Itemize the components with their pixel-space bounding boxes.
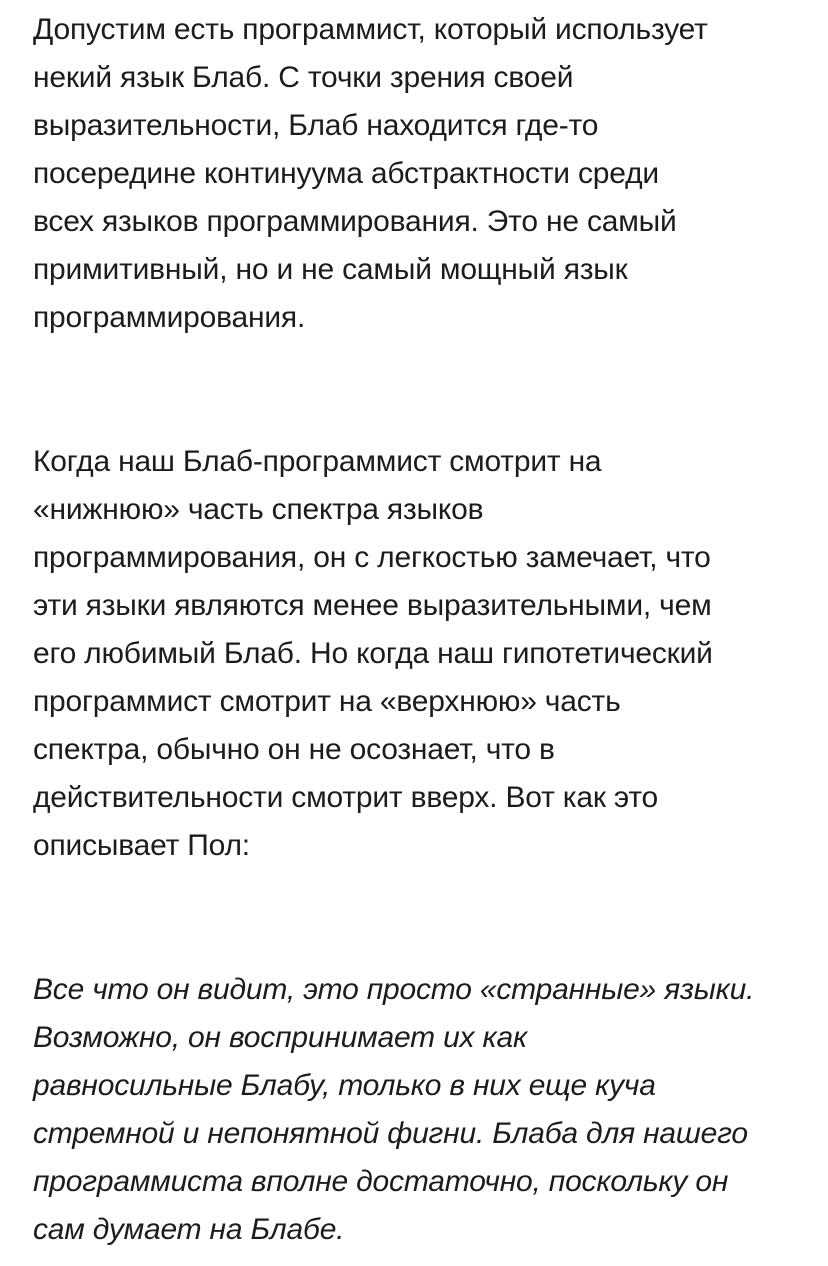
text-line: равносильные Блабу, только в них еще куча [33,1069,656,1102]
text-line: описывает Пол: [33,829,250,862]
text-line: Все что он видит, это просто «странные» языки. [33,973,755,1006]
text-line: программист смотрит на «верхнюю» часть [33,685,621,718]
text-line: Допустим есть программист, который использует [33,13,708,46]
text-line: действительности смотрит вверх. Вот как это [33,781,659,814]
text-line: Когда наш Блаб-программист смотрит на [33,445,602,478]
text-line: Возможно, он воспринимает их как [33,1021,527,1054]
text-line: программирования, он с легкостью замечает, что [33,541,711,574]
text-line: программирования. [33,301,306,334]
text-line: примитивный, но и не самый мощный язык [33,253,628,286]
text-line: выразительности, Блаб находится где-то [33,109,599,142]
text-line: некий язык Блаб. С точки зрения своей [33,61,574,94]
text-line: сам думает на Блабе. [33,1213,345,1246]
text-line: «нижнюю» часть спектра языков [33,493,484,526]
paragraph-blub-perspective [33,438,803,870]
text-line: посередине континуума абстрактности среди [33,157,659,190]
text-line: стремной и непонятной фигни. Блаба для нашего [33,1117,748,1150]
paragraph-quote [33,966,803,1254]
text-line: программиста вполне достаточно, поскольку он [33,1165,729,1198]
text-line: эти языки являются менее выразительными, чем [33,589,712,622]
paragraph-intro [33,6,803,342]
text-line: его любимый Блаб. Но когда наш гипотетический [33,637,713,670]
text-line: всех языков программирования. Это не самый [33,205,677,238]
text-line: спектра, обычно он не осознает, что в [33,733,555,766]
